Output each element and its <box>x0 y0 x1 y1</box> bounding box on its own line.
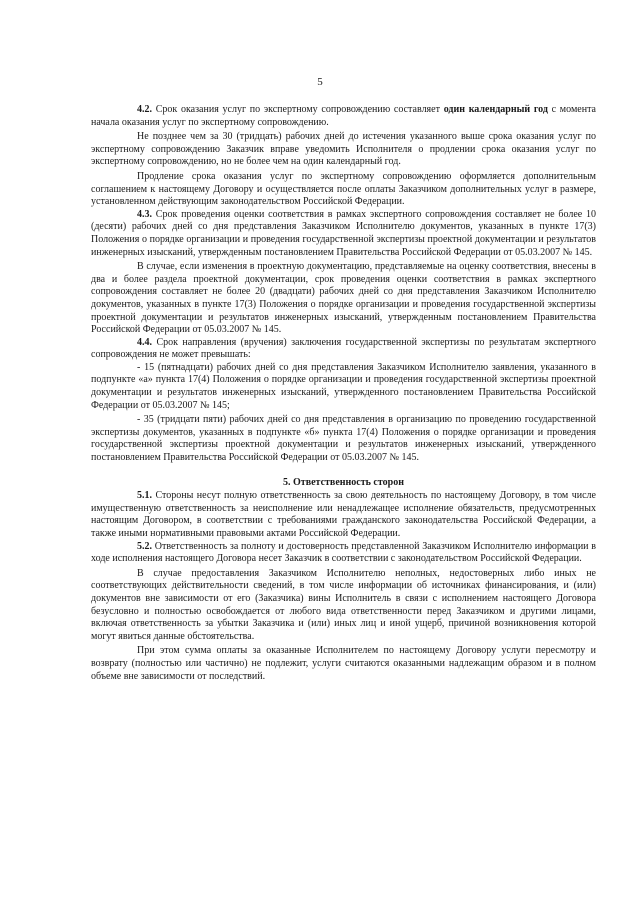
clause-number: 5.1. <box>137 490 152 502</box>
section-title: 5. Ответственность сторон <box>283 476 404 488</box>
paragraph: При этом сумма оплаты за оказанные Исполнителем по настоящему Договору услуги пересмотру и возврату (полностью или частично) не подлежит, услуги считаются оказанными надлежащим образом и в полном объеме вне зависимости от последствий. <box>91 645 596 682</box>
paragraph: В случае предоставления Заказчиком Исполнителю неполных, недостоверных либо иных не соответствующих действительности сведений, в том числе информации об источниках финансирования, и (или) документов вне зависимости от его (Заказчика) вины Исполнитель в связи с исполнением настоящего Договора безусловно и полностью освобождается от любого вида ответственности перед Заказчиком и другими лицами, включая ответственность за убытки Заказчика и (или) иных лиц и иной ущерб, причиной возникновения которой могут явиться данные обстоятельства. <box>91 567 596 642</box>
bold-term: один календарный год <box>443 104 548 115</box>
paragraph-4-2: 4.2. Срок оказания услуг по экспертному сопровождению составляет один календарный год с момента начала оказания услуг по экспертному сопровождению. <box>91 104 596 128</box>
paragraph-4-3: 4.3. Срок проведения оценки соответствия в рамках экспертного сопровождения составляет не более 10 (десяти) рабочих дней со дня представления Заказчиком Исполнителю документов, указанных в пункте 17(3) Положения о порядке организации и проведения государственной экспертизы проектной документации и результатов инженерных изысканий, утвержденным постановлением Правительства Российской Федерации от 05.03.2007 № 145. <box>91 208 596 258</box>
paragraph: Не позднее чем за 30 (тридцать) рабочих дней до истечения указанного выше срока оказания услуг по экспертному сопровождению Заказчик вправе уведомить Исполнителя о продлении срока оказания услуг по экспертному сопровождению, но не более чем на один календарный год. <box>91 131 596 168</box>
paragraph: Продление срока оказания услуг по экспертному сопровождению оформляется дополнительным соглашением к настоящему Договору и осуществляется после оплаты Заказчиком дополнительных услуг в размере, установленном действующим законодательством Российской Федерации. <box>91 170 596 208</box>
paragraph-5-1: 5.1. Стороны несут полную ответственность за свою деятельность по настоящему Договору, в том числе имущественную ответственность за неисполнение или ненадлежащее исполнение обязательств, предусмотренных настоящим Договором, в соответствии с требованиями гражданского законодательства Российской Федерации, а также иными нормативными правовыми актами Российской Федерации. <box>91 490 596 539</box>
paragraph-5-2: 5.2. Ответственность за полноту и достоверность представленной Заказчиком Исполнителю информации в ходе исполнения настоящего Договора несет Заказчик в соответствии с законодательством Российской Федерации. <box>91 540 596 565</box>
paragraph-4-4: 4.4. Срок направления (вручения) заключения государственной экспертизы по результатам экспертного сопровождения не может превышать: <box>91 336 596 361</box>
page-number: 5 <box>317 76 323 88</box>
paragraph: В случае, если изменения в проектную документацию, представляемые на оценку соответствия, внесены в два и более раздела проектной документации, срок проведения оценки соответствия в рамках экспертного сопровождения составляет не более 20 (двадцати) рабочих дней со дня представления Заказчиком Исполнителю документов, указанных в пункте 17(3) Положения о порядке организации и проведения государственной экспертизы проектной документации и результатов инженерных изысканий, утвержденным постановлением Правительства Российской Федерации от 05.03.2007 № 145. <box>91 261 596 336</box>
list-item: - 35 (тридцати пяти) рабочих дней со дня представления в организацию по проведению государственной экспертизы документов, указанных в подпункте «б» пункта 17(4) Положения о порядке организации и проведения государственной экспертизы проектной документации и результатов инженерных изысканий, утвержденного постановлением Правительства Российской Федерации от 05.03.2007 № 145. <box>91 414 596 464</box>
clause-number: 4.3. <box>137 208 152 220</box>
clause-number: 4.2. <box>137 104 152 115</box>
clause-number: 5.2. <box>137 540 152 552</box>
clause-number: 4.4. <box>137 336 152 348</box>
list-item: - 15 (пятнадцати) рабочих дней со дня представления Заказчиком Исполнителю заявления, указанного в подпункте «а» пункта 17(4) Положения о порядке организации и проведения государственной экспертизы проектной документации и результатов инженерных изысканий, утвержденного постановлением Правительства Российской Федерации от 05.03.2007 № 145; <box>91 361 596 411</box>
document-body <box>91 104 596 683</box>
